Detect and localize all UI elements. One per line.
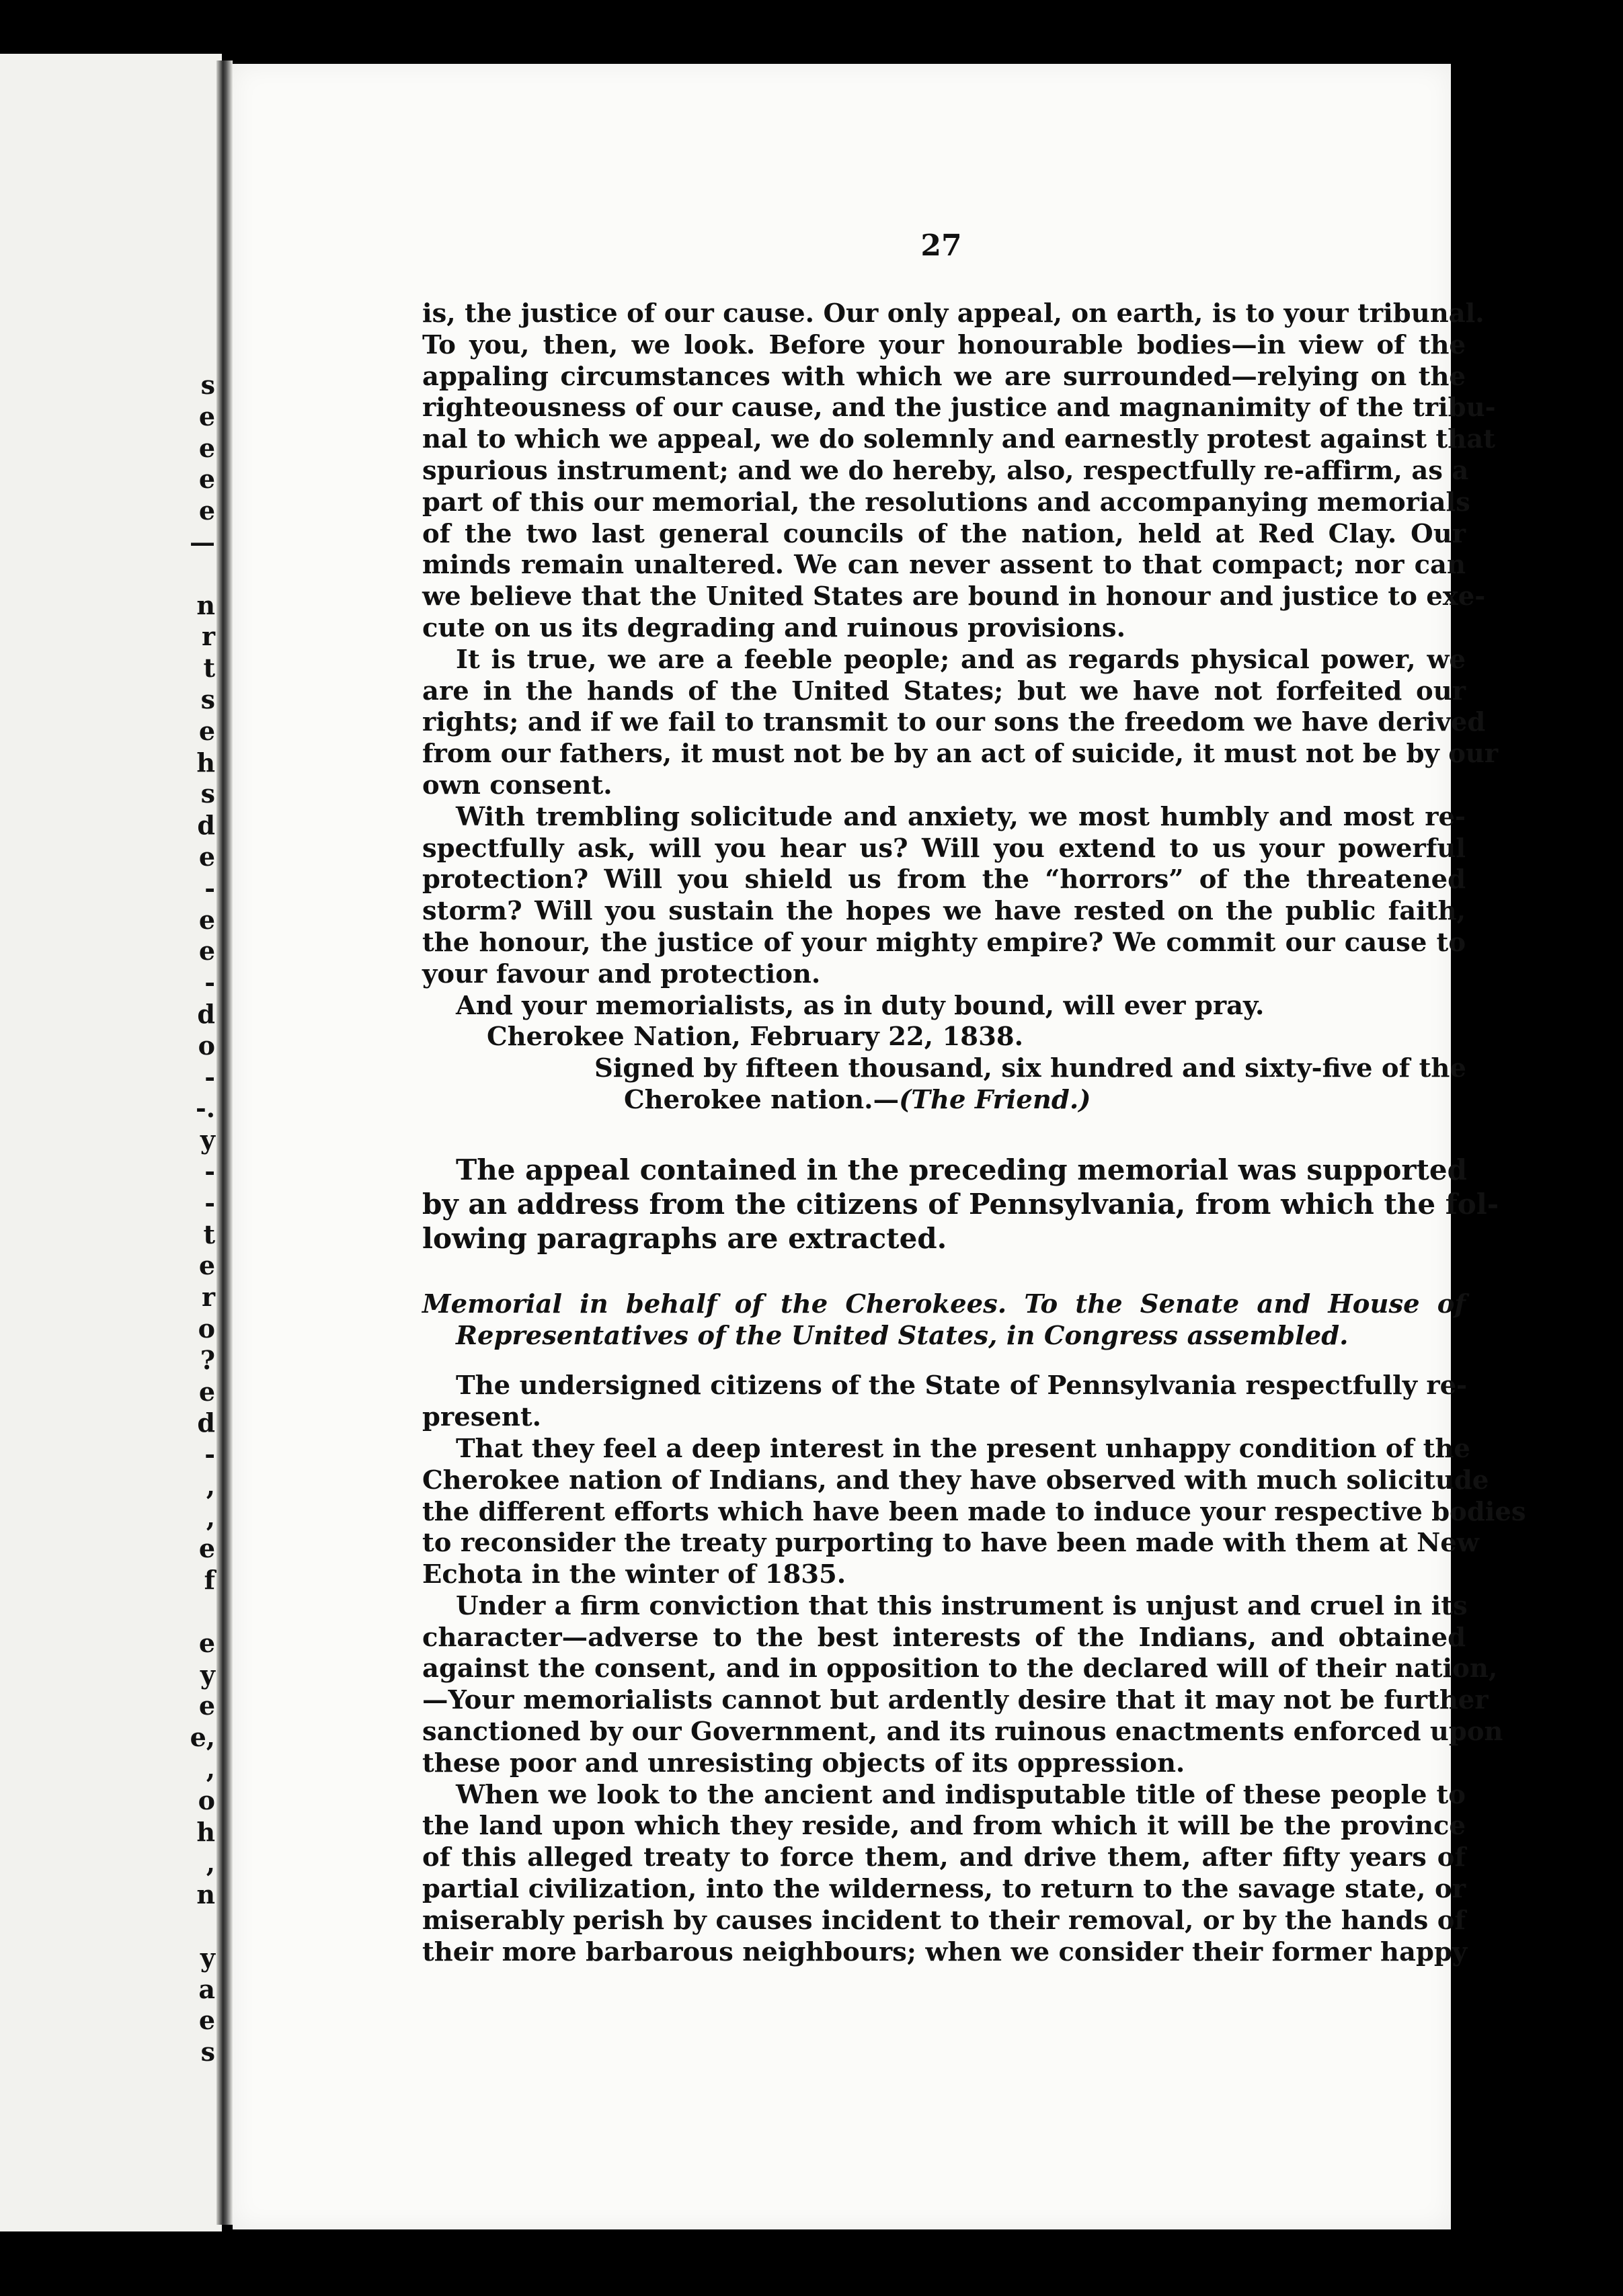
text-line: we believe that the United States are bound in honour and justice to exe- <box>422 581 1486 612</box>
left-margin-letter: h <box>196 747 215 778</box>
text-line: of this alleged treaty to force them, and drive them, after fifty years of <box>422 1842 1466 1873</box>
left-margin-letter: r <box>201 1282 215 1313</box>
left-margin-letter: d <box>197 810 215 841</box>
left-margin-letter: - <box>204 1439 215 1470</box>
text-line: your favour and protection. <box>422 958 821 989</box>
left-margin-letter: e <box>198 1533 215 1564</box>
left-margin-letter: e <box>198 904 215 935</box>
left-margin-letter: d <box>197 998 215 1029</box>
text-line: rights; and if we fail to transmit to our sons the freedom we have derived <box>422 707 1486 738</box>
text-line: miserably perish by causes incident to their removal, or by the hands of <box>422 1905 1466 1936</box>
left-margin-letter: e <box>198 432 215 463</box>
paragraph-7 <box>422 1153 1499 1256</box>
left-margin-letter: d <box>197 1407 215 1438</box>
left-margin-letters <box>188 370 215 2068</box>
left-margin-letter: e <box>198 715 215 746</box>
text-line: the different efforts which have been made to induce your respective bodies <box>422 1496 1526 1527</box>
text-line: Under a firm conviction that this instrument is unjust and cruel in its <box>456 1590 1468 1621</box>
left-margin-letter: y <box>200 1942 215 1973</box>
left-margin-letter: - <box>204 1155 215 1186</box>
text-line: are in the hands of the United States; but we have not forfeited our <box>422 675 1466 706</box>
left-margin-letter: , <box>206 1848 215 1879</box>
left-margin-letter <box>188 1596 215 1628</box>
book-binding <box>216 60 233 2225</box>
left-margin-letter: - <box>204 967 215 998</box>
left-margin-letter: , <box>206 1502 215 1532</box>
text-line: appaling circumstances with which we are surrounded—relying on the <box>422 361 1466 392</box>
text-line: of the two last general councils of the nation, held at Red Clay. Our <box>422 518 1466 549</box>
text-line: sanctioned by our Government, and its ruinous enactments enforced upon <box>422 1717 1503 1748</box>
body-text <box>422 298 1526 1968</box>
left-margin-letter: ? <box>200 1344 215 1375</box>
text-line: minds remain unaltered. We can never assent to that compact; nor can <box>422 550 1466 581</box>
text-line: protection? Will you shield us from the “horrors” of the threatened <box>422 864 1466 895</box>
text-line: righteousness of our cause, and the justice and magnanimity of the tribu- <box>422 393 1496 423</box>
text-line: That they feel a deep interest in the present unhappy condition of the <box>456 1433 1470 1464</box>
left-margin-letter: , <box>206 1470 215 1501</box>
text-line: spectfully ask, will you hear us? Will you extend to us your powerful <box>422 833 1466 864</box>
text-line: character—adverse to the best interests of the Indians, and obtained <box>422 1622 1466 1653</box>
text-line: their more barbarous neighbours; when we consider their former happy <box>422 1936 1468 1967</box>
text-line: is, the justice of our cause. Our only appeal, on earth, is to your tribunal. <box>422 298 1485 329</box>
text-line: It is true, we are a feeble people; and as regards physical power, we <box>456 644 1466 675</box>
text-line: own consent. <box>422 770 612 801</box>
text-line: partial civilization, into the wilderness, to return to the savage state, or <box>422 1874 1466 1905</box>
left-margin-letter: e <box>198 1376 215 1407</box>
text-line: lowing paragraphs are extracted. <box>422 1221 947 1255</box>
left-margin-letter: , <box>206 1754 215 1785</box>
text-line: With trembling solicitude and anxiety, we most humbly and most re- <box>456 801 1466 832</box>
text-line: To you, then, we look. Before your honourable bodies—in view of the <box>422 329 1466 360</box>
text-line: cute on us its degrading and ruinous provisions. <box>422 612 1126 643</box>
text-line: from our fathers, it must not be by an act of suicide, it must not be by our <box>422 739 1499 770</box>
left-margin-letter <box>188 559 215 590</box>
text-line: against the consent, and in opposition to the declared will of their nation, <box>422 1653 1498 1684</box>
text-line-part: Cherokee nation.— <box>624 1084 900 1115</box>
left-margin-letter: r <box>201 621 215 652</box>
text-line: Representatives of the United States, in Congress assembled. <box>456 1320 1349 1351</box>
left-margin-letter: - <box>204 1187 215 1218</box>
signature-block <box>422 1053 1466 1116</box>
text-line: by an address from the citizens of Pennsylvania, from which the fol- <box>422 1187 1499 1221</box>
left-margin-letter: t <box>203 653 215 684</box>
left-margin-letter: s <box>200 778 215 809</box>
text-line: these poor and unresisting objects of its oppression. <box>422 1748 1185 1778</box>
left-margin-letter: e <box>198 1690 215 1721</box>
text-line: to reconsider the treaty purporting to have been made with them at New <box>422 1528 1479 1559</box>
text-line: The appeal contained in the preceding memorial was supported <box>456 1153 1467 1186</box>
left-margin-letter: f <box>204 1565 215 1596</box>
text-line: And your memorialists, as in duty bound, will ever pray. <box>456 990 1265 1021</box>
text-line: —Your memorialists cannot but ardently desire that it may not be further <box>422 1685 1489 1716</box>
paragraph-1 <box>422 298 1496 645</box>
source-citation: (The Friend.) <box>899 1084 1091 1115</box>
left-margin-letter: e <box>198 1250 215 1281</box>
left-margin-letter: s <box>200 2037 215 2067</box>
left-margin-letter <box>188 1911 215 1942</box>
left-margin-letter: e <box>198 495 215 526</box>
left-margin-letter: e, <box>190 1722 215 1753</box>
memorial-heading <box>422 1289 1466 1352</box>
left-facing-page <box>0 54 222 2231</box>
left-margin-letter: s <box>200 370 215 400</box>
left-margin-letter: -. <box>195 1093 215 1124</box>
text-line: When we look to the ancient and indisputable title of these people to <box>456 1779 1466 1810</box>
left-margin-letter: o <box>198 1785 215 1815</box>
left-margin-letter: o <box>198 1030 215 1061</box>
left-margin-letter: n <box>196 1879 215 1910</box>
page-number: 27 <box>920 229 962 263</box>
left-margin-letter: e <box>198 841 215 872</box>
text-line: Signed by fifteen thousand, six hundred and sixty-five of the <box>594 1053 1466 1084</box>
left-margin-letter: h <box>196 1816 215 1847</box>
text-line: The undersigned citizens of the State of Pennsylvania respectfully re- <box>456 1370 1468 1401</box>
left-margin-letter: — <box>190 526 215 557</box>
text-line: the honour, the justice of your mighty empire? We commit our cause to <box>422 927 1466 958</box>
paragraph-12 <box>422 1780 1466 1969</box>
left-margin-letter: a <box>198 1973 215 2004</box>
left-margin-letter: n <box>196 589 215 620</box>
left-margin-letter: - <box>204 872 215 903</box>
left-margin-letter: y <box>200 1124 215 1155</box>
left-margin-letter: s <box>200 684 215 714</box>
left-margin-letter: e <box>198 401 215 432</box>
text-line <box>422 1085 1466 1116</box>
dateline: Cherokee Nation, February 22, 1838. <box>487 1022 1024 1053</box>
left-margin-letter: e <box>198 1627 215 1658</box>
text-line: storm? Will you sustain the hopes we have rested on the public faith, <box>422 896 1466 927</box>
text-line: Cherokee nation of Indians, and they have observed with much solicitude <box>422 1465 1489 1495</box>
left-margin-letter: o <box>198 1313 215 1344</box>
paragraph-10 <box>422 1433 1526 1591</box>
text-line: Memorial in behalf of the Cherokees. To the Senate and House of <box>422 1288 1466 1319</box>
paragraph-3 <box>422 802 1466 991</box>
paragraph-9 <box>422 1370 1466 1434</box>
left-margin-letter: - <box>204 1061 215 1092</box>
text-line: Echota in the winter of 1835. <box>422 1559 846 1590</box>
text-line: spurious instrument; and we do hereby, also, respectfully re-affirm, as a <box>422 455 1469 486</box>
left-margin-letter: t <box>203 1219 215 1249</box>
text-line: part of this our memorial, the resolutions and accompanying memorials <box>422 487 1470 518</box>
left-margin-letter: e <box>198 2005 215 2036</box>
left-margin-letter: y <box>200 1659 215 1690</box>
left-margin-letter: e <box>198 936 215 967</box>
paragraph-11 <box>422 1590 1503 1780</box>
paragraph-2 <box>422 644 1499 802</box>
text-line: the land upon which they reside, and from which it will be the province <box>422 1811 1466 1842</box>
text-line: nal to which we appeal, we do solemnly and earnestly protest against that <box>422 424 1495 455</box>
left-margin-letter: e <box>198 464 215 495</box>
text-line: present. <box>422 1402 542 1433</box>
